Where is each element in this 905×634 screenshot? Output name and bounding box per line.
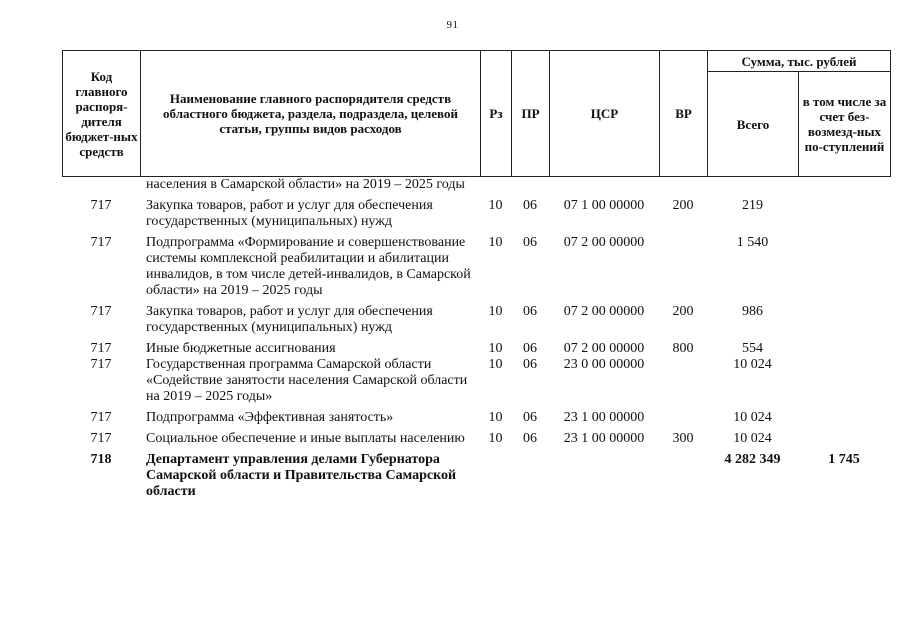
row-csr: 07 2 00 00000 bbox=[563, 341, 645, 356]
row-pr: 06 bbox=[523, 198, 537, 213]
row-code: 717 bbox=[90, 304, 112, 319]
row-incl bbox=[798, 410, 890, 431]
row-name: Подпрограмма «Формирование и совершенствование системы комплексной реабилитации и абилитации инвалидов, в том числе детей-инвалидов, в Самарской области» на 2019 – 2025 годы bbox=[146, 235, 471, 298]
header-code: Код главного распоря-дителя бюджет-ных средств bbox=[63, 51, 141, 177]
row-name: Департамент управления делами Губернатора Самарской области и Правительства Самарской области bbox=[146, 452, 457, 499]
row-vr bbox=[659, 452, 707, 500]
row-code: 717 bbox=[90, 357, 112, 372]
row-vr: 200 bbox=[672, 198, 694, 213]
header-name: Наименование главного распорядителя средств областного бюджета, раздела, подраздела, целевой статьи, группы видов расходов bbox=[141, 51, 481, 177]
row-total bbox=[707, 177, 798, 198]
row-pr bbox=[511, 177, 549, 198]
row-rz: 10 bbox=[488, 410, 503, 425]
row-name: Закупка товаров, работ и услуг для обеспечения государственных (муниципальных) нужд bbox=[146, 198, 433, 229]
row-pr: 06 bbox=[523, 304, 537, 319]
header-vr: ВР bbox=[660, 51, 708, 177]
header-pr: ПР bbox=[512, 51, 550, 177]
page-number: 91 bbox=[446, 19, 459, 31]
row-vr bbox=[659, 177, 707, 198]
row-total: 10 024 bbox=[733, 357, 772, 372]
row-total: 219 bbox=[742, 198, 763, 213]
row-csr bbox=[549, 177, 659, 198]
row-code: 717 bbox=[90, 198, 112, 213]
row-name: Социальное обеспечение и иные выплаты населению bbox=[146, 431, 465, 446]
table-row bbox=[62, 177, 890, 198]
row-name: Иные бюджетные ассигнования bbox=[146, 341, 336, 356]
row-rz bbox=[480, 452, 511, 500]
row-csr: 07 2 00 00000 bbox=[563, 235, 645, 250]
budget-document bbox=[62, 50, 890, 500]
row-pr: 06 bbox=[523, 410, 537, 425]
header-rz: Рз bbox=[481, 51, 512, 177]
row-name: населения в Самарской области» на 2019 – 2025 годы bbox=[146, 177, 465, 192]
row-incl: 1 745 bbox=[828, 452, 860, 467]
row-rz: 10 bbox=[488, 304, 503, 319]
table-body bbox=[62, 177, 890, 500]
table-row bbox=[62, 341, 890, 357]
row-vr bbox=[659, 357, 707, 410]
row-rz: 10 bbox=[488, 198, 503, 213]
row-incl bbox=[798, 198, 890, 235]
row-rz: 10 bbox=[488, 357, 503, 372]
row-csr: 23 1 00 00000 bbox=[563, 431, 645, 446]
row-name: Государственная программа Самарской области «Содействие занятости населения Самарской области на 2019 – 2025 годы» bbox=[146, 357, 468, 404]
row-pr: 06 bbox=[523, 235, 537, 250]
row-csr: 23 1 00 00000 bbox=[563, 410, 645, 425]
row-name: Подпрограмма «Эффективная занятость» bbox=[146, 410, 394, 425]
table-header bbox=[62, 50, 891, 177]
row-name: Закупка товаров, работ и услуг для обеспечения государственных (муниципальных) нужд bbox=[146, 304, 433, 335]
header-incl: в том числе за счет без-возмезд-ных по-ступлений bbox=[799, 72, 891, 177]
row-csr: 23 0 00 00000 bbox=[563, 357, 645, 372]
row-vr: 800 bbox=[672, 341, 694, 356]
header-total: Всего bbox=[708, 72, 799, 177]
row-incl bbox=[798, 431, 890, 452]
row-total: 10 024 bbox=[733, 431, 772, 446]
row-pr: 06 bbox=[523, 431, 537, 446]
row-total: 554 bbox=[742, 341, 763, 356]
row-pr: 06 bbox=[523, 357, 537, 372]
row-vr bbox=[659, 410, 707, 431]
row-rz: 10 bbox=[488, 235, 503, 250]
row-incl bbox=[798, 357, 890, 410]
row-rz: 10 bbox=[488, 341, 503, 356]
row-csr: 07 1 00 00000 bbox=[563, 198, 645, 213]
row-csr bbox=[549, 452, 659, 500]
row-code: 718 bbox=[90, 452, 112, 467]
row-rz bbox=[480, 177, 511, 198]
row-code: 717 bbox=[90, 341, 112, 356]
row-total: 10 024 bbox=[733, 410, 772, 425]
row-code: 717 bbox=[90, 431, 112, 446]
row-incl bbox=[798, 341, 890, 357]
row-csr: 07 2 00 00000 bbox=[563, 304, 645, 319]
header-csr: ЦСР bbox=[550, 51, 660, 177]
table-row bbox=[62, 235, 890, 304]
table-row bbox=[62, 357, 890, 410]
table-row bbox=[62, 304, 890, 341]
table-row bbox=[62, 452, 890, 500]
row-total: 1 540 bbox=[736, 235, 769, 250]
row-rz: 10 bbox=[488, 431, 503, 446]
row-total: 4 282 349 bbox=[724, 452, 781, 467]
table-row bbox=[62, 431, 890, 452]
table-row bbox=[62, 410, 890, 431]
row-incl bbox=[798, 235, 890, 304]
header-sum: Сумма, тыс. рублей bbox=[708, 51, 891, 72]
table-row bbox=[62, 198, 890, 235]
row-pr bbox=[511, 452, 549, 500]
row-code: 717 bbox=[90, 235, 112, 250]
row-vr: 300 bbox=[672, 431, 694, 446]
row-pr: 06 bbox=[523, 341, 537, 356]
row-code: 717 bbox=[90, 410, 112, 425]
row-incl bbox=[798, 177, 890, 198]
row-vr: 200 bbox=[672, 304, 694, 319]
row-total: 986 bbox=[742, 304, 763, 319]
row-code bbox=[62, 177, 140, 198]
row-vr bbox=[659, 235, 707, 304]
row-incl bbox=[798, 304, 890, 341]
